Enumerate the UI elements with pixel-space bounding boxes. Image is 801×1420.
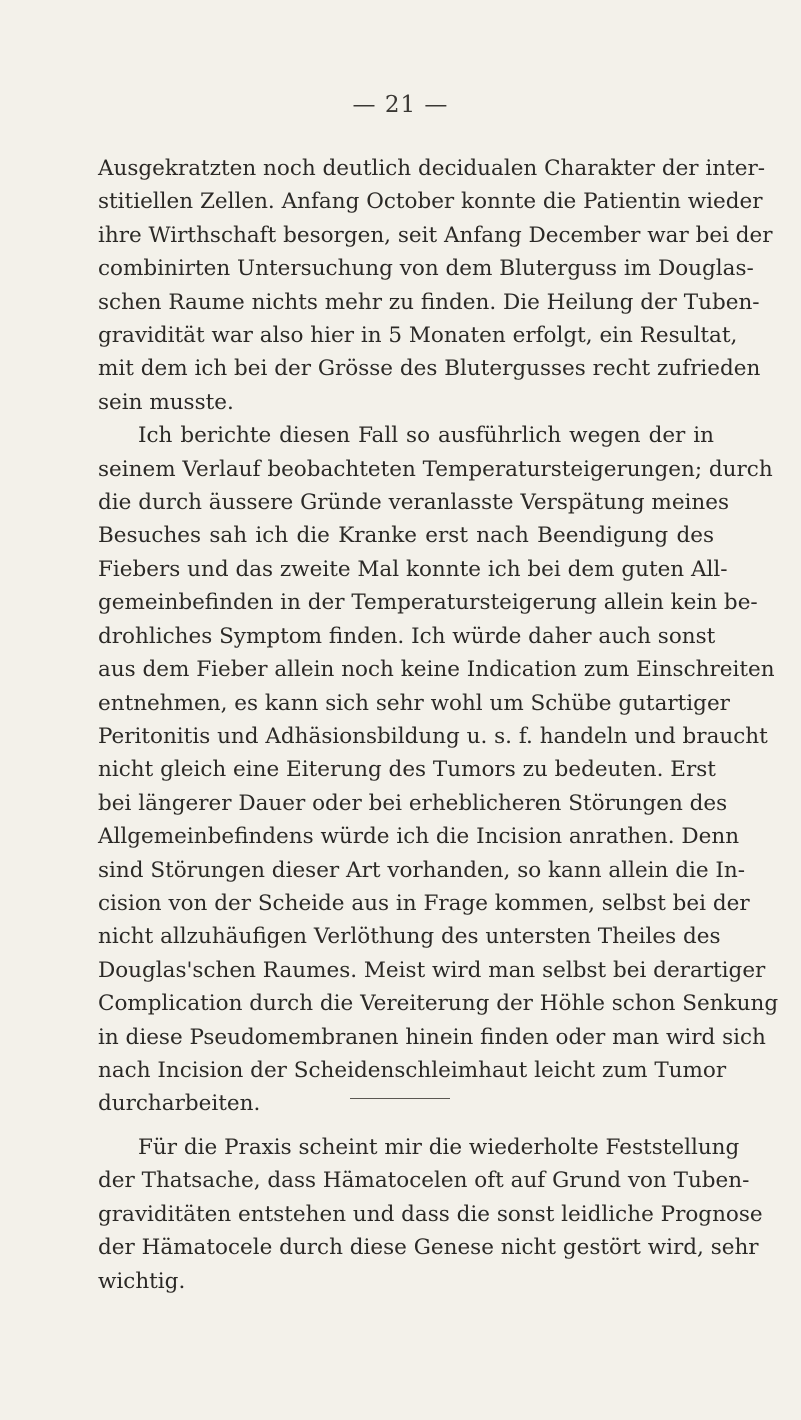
text-line: die durch äussere Gründe veranlasste Verspätung meines (98, 490, 730, 516)
text-line: Fiebers und das zweite Mal konnte ich bei dem guten All- (98, 556, 728, 582)
text-line: Ich berichte diesen Fall so ausführlich wegen der in (138, 423, 714, 449)
text-line: nach Incision der Scheidenschleimhaut leicht zum Tumor (98, 1057, 727, 1083)
text-line: seinem Verlauf beobachteten Temperatursteigerungen; durch (98, 456, 773, 482)
text-line: stitiellen Zellen. Anfang October konnte die Patientin wieder (98, 189, 763, 215)
text-line: Complication durch die Vereiterung der Höhle schon Senkung (98, 991, 779, 1017)
final-text-block (98, 1131, 763, 1298)
text-line: wichtig. (98, 1268, 186, 1294)
text-line: Allgemeinbefindens würde ich die Incision anrathen. Denn (98, 824, 740, 850)
text-line: der Thatsache, dass Hämatocelen oft auf Grund von Tuben- (98, 1168, 750, 1194)
text-line: aus dem Fieber allein noch keine Indication zum Einschreiten (98, 657, 775, 683)
text-line: drohliches Symptom finden. Ich würde daher auch sonst (98, 623, 716, 649)
text-line: nicht allzuhäufigen Verlöthung des untersten Theiles des (98, 924, 721, 950)
text-line: schen Raume nichts mehr zu finden. Die Heilung der Tuben- (98, 289, 760, 315)
text-line: bei längerer Dauer oder bei erheblicheren Störungen des (98, 790, 728, 816)
text-line: sind Störungen dieser Art vorhanden, so kann allein die In- (98, 857, 746, 883)
text-line: Peritonitis und Adhäsionsbildung u. s. f. handeln und braucht (98, 723, 768, 749)
text-line: gravidität war also hier in 5 Monaten erfolgt, ein Resultat, (98, 323, 738, 349)
text-line: Ausgekratzten noch deutlich decidualen Charakter der inter- (98, 156, 766, 181)
text-line: entnehmen, es kann sich sehr wohl um Schübe gutartiger (98, 690, 730, 716)
text-line: sein musste. (98, 389, 234, 415)
text-line: nicht gleich eine Eiterung des Tumors zu bedeuten. Erst (98, 757, 716, 783)
text-line: in diese Pseudomembranen hinein finden oder man wird sich (98, 1024, 766, 1050)
text-line: mit dem ich bei der Grösse des Blutergusses recht zufrieden (98, 356, 761, 382)
text-line: gemeinbefinden in der Temperatursteigerung allein kein be- (98, 590, 758, 616)
page-number: — 21 — (352, 92, 449, 118)
text-line: der Hämatocele durch diese Genese nicht gestört wird, sehr (98, 1235, 759, 1261)
section-separator (350, 1098, 450, 1099)
text-line: ihre Wirthschaft besorgen, seit Anfang December war bei der (98, 222, 773, 248)
text-line: cision von der Scheide aus in Frage kommen, selbst bei der (98, 890, 750, 916)
text-line: Douglas'schen Raumes. Meist wird man selbst bei derartiger (98, 957, 766, 983)
text-line: graviditäten entstehen und dass die sonst leidliche Prognose (98, 1201, 763, 1227)
main-text-block (98, 152, 779, 1121)
text-line: Besuches sah ich die Kranke erst nach Beendigung des (98, 523, 714, 549)
text-line: Für die Praxis scheint mir die wiederholte Feststellung (138, 1135, 740, 1160)
text-line: combinirten Untersuchung von dem Bluterguss im Douglas- (98, 256, 754, 282)
text-line: durcharbeiten. (98, 1091, 261, 1117)
